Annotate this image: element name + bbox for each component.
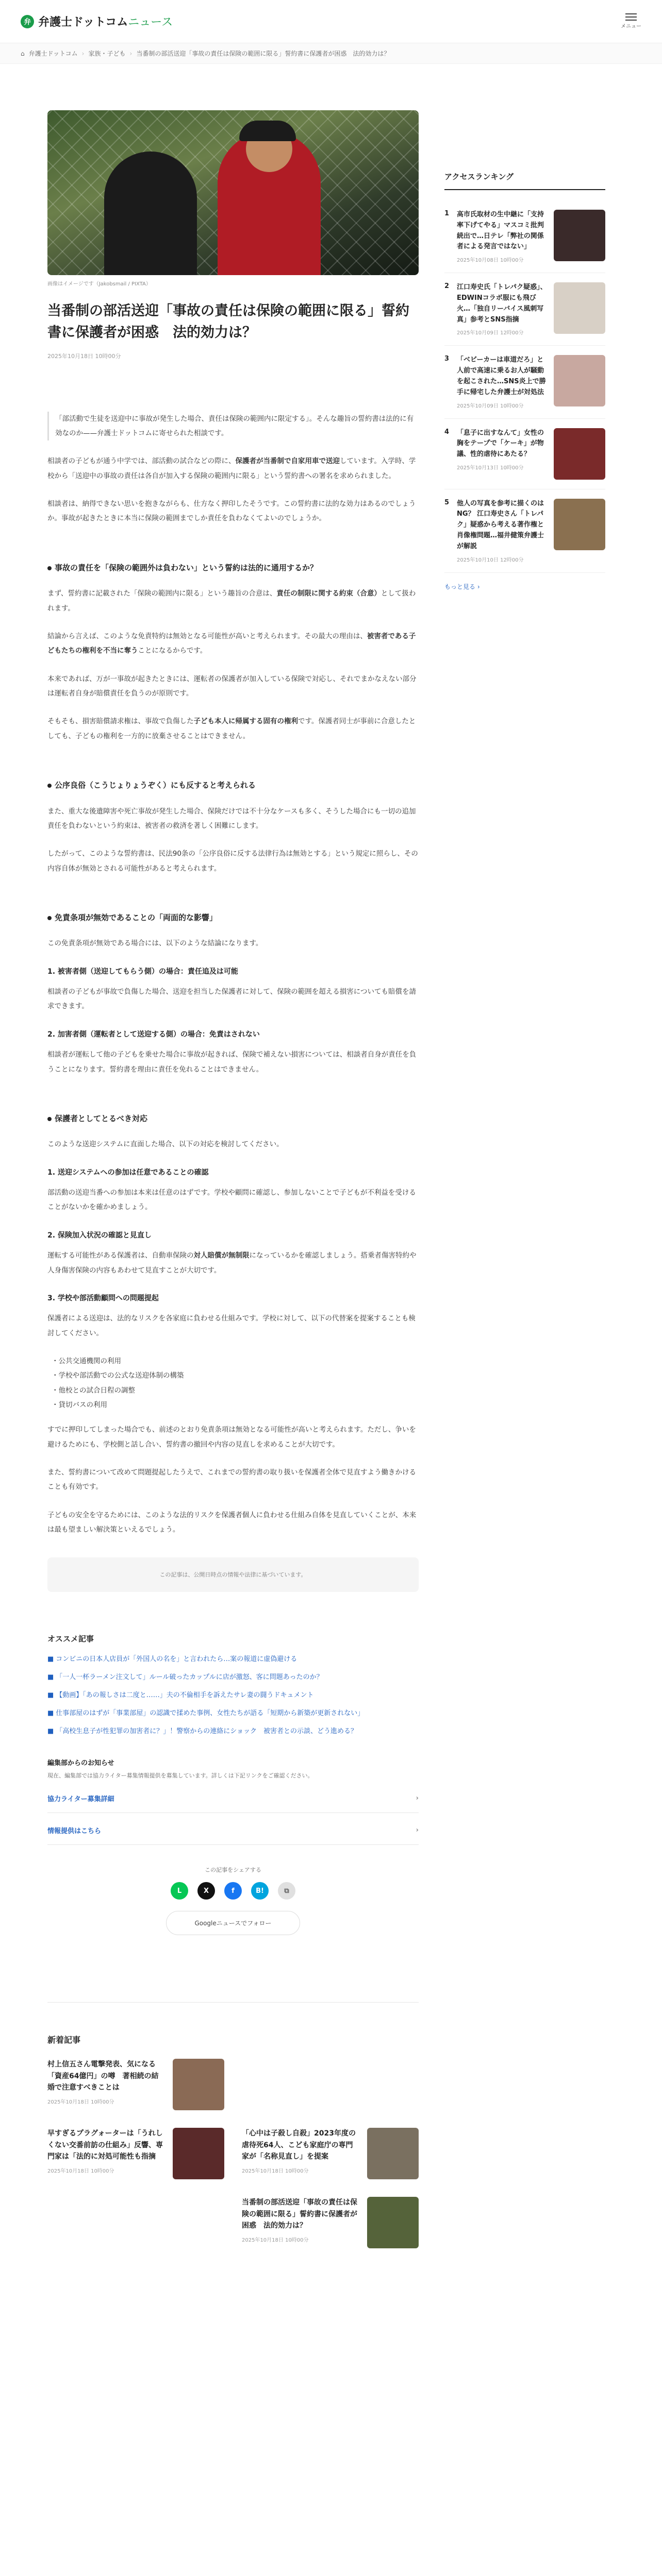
recommended-title: オススメ記事 (47, 1634, 94, 1644)
share-icons (47, 1882, 419, 1900)
paragraph: また、重大な後遺障害や死亡事故が発生した場合、保険だけでは不十分なケースも多く、そうした場合にも一切の追加責任を負わないという約束は、被害者の救済を著しく困難にします。 (47, 807, 416, 830)
article-title: 当番制の部活送迎「事故の責任は保険の範囲に限る」誓約書に保護者が困惑 法的効力は？ (47, 303, 409, 341)
logo-mark: 弁 (21, 15, 34, 28)
news-headline: 村上信五さん電撃発表、気になる「資産64億円」の噂 著相続の結婚で注意すべきことは (47, 2060, 159, 2092)
paragraph: 結論から言えば、このような免責特約は無効となる可能性が高いと考えられます。その最大の理由は、被害者である子どもたちの権利を不当に奪うことになるからです。 (47, 632, 416, 655)
recommended-link[interactable]: ■ 「高校生息子が性犯罪の加害者に？」！警察からの連絡にショック 被害者との示談、どう進める？ (47, 1726, 419, 1737)
news-date: 2025年10月18日 10時00分 (47, 2099, 114, 2106)
rank-headline: 「ベビーカーは車道だろ」と人前で高速に乗るお人が騒動を起こされた…SNS炎上で勝手に帰宅した弁護士が対処法 (457, 356, 546, 396)
recommended-link[interactable]: ■ 【動画】「あの報しさは二度と……」夫の不倫相手を訴えたサレ妻の闘うドキュメント (47, 1690, 419, 1701)
sub-heading: 1. 被害者側（送迎してもらう側）の場合：責任追及は可能 (47, 967, 238, 976)
menu-label: メニュー (621, 24, 641, 29)
hero-image (47, 110, 419, 275)
chevron-right-icon: › (81, 49, 85, 57)
news-headline: 早すぎるプラグォーターは「うれしくない交番前訪の仕組み」反響、専門家は「法的に対処可能性も指摘 (47, 2129, 163, 2161)
ranking-more-link[interactable]: もっと見る › (444, 583, 480, 590)
hamburger-icon (625, 13, 637, 21)
rank-number: 3 (444, 355, 450, 363)
news-thumbnail (367, 2128, 419, 2179)
line-share-icon[interactable]: L (171, 1882, 188, 1900)
promo-text: 現在、編集部では協力ライター募集情報提供を募集しています。詳しくは下記リンクをご確認ください。 (47, 1772, 313, 1780)
ranking-title: アクセスランキング (444, 171, 605, 190)
news-thumbnail (367, 2197, 419, 2248)
news-thumbnail (173, 2059, 224, 2110)
rank-number: 5 (444, 498, 450, 506)
paragraph: 運転する可能性がある保護者は、自動車保険の対人賠償が無制限になっているかを確認しましょう。搭乗者傷害特約や人身傷害保険の内容もあわせて見直すことが大切です。 (47, 1251, 417, 1275)
link-label: 情報提供はこちら (47, 1827, 102, 1836)
section-heading: 免責条項が無効であることの「両面的な影響」 (47, 910, 419, 926)
rank-headline: 他人の写真を参考に描くのはNG？ 江口寿史さん「トレパク」疑惑から考える著作権と肖像権問題…福井健策弁護士が解説 (457, 499, 544, 550)
section-heading: 事故の責任を「保険の範囲外は負わない」という誓約は法的に通用するか？ (47, 560, 419, 577)
rank-date: 2025年10月08日 10時00分 (457, 258, 524, 264)
new-articles-grid (47, 2059, 419, 2248)
paragraph: 部活動の送迎当番への参加は本来は任意のはずです。学校や顧問に確認し、参加しないことで子どもが不利益を受けることがないかを確かめましょう。 (47, 1189, 416, 1212)
news-spacer (242, 2059, 419, 2110)
rank-thumbnail (554, 282, 605, 334)
rank-date: 2025年10月09日 12時00分 (457, 330, 524, 336)
ranking-item[interactable] (444, 200, 605, 273)
news-date: 2025年10月18日 10時00分 (242, 2168, 309, 2175)
tip-link[interactable] (47, 1813, 419, 1845)
rank-headline: 「息子に出すなんて」女性の胸をテープで「ケーキ」が物議、性的虐待にあたる？ (457, 429, 544, 459)
ranking-item[interactable] (444, 489, 605, 573)
sub-heading: 3. 学校や部活動顧問への問題提起 (47, 1294, 159, 1302)
article-main (47, 110, 419, 2248)
news-spacer (47, 2197, 224, 2248)
paragraph: この免責条項が無効である場合には、以下のような結論になります。 (47, 939, 263, 948)
paragraph: まず、誓約書に記載された「保険の範囲内に限る」という趣旨の合意は、責任の制限に関する約束（合意）として扱われます。 (47, 589, 416, 613)
news-item[interactable] (242, 2197, 419, 2248)
ranking-item[interactable] (444, 419, 605, 489)
list-item: ・ 貸切バスの利用 (52, 1398, 419, 1412)
paragraph: したがって、このような誓約書は、民法90条の「公序良俗に反する法律行為は無効とする」という規定に照らし、その内容自体が無効とされる可能性があると考えられます。 (47, 850, 418, 873)
info-notice: この記事は、公開日時点の情報や法律に基づいています。 (47, 1557, 419, 1592)
recommended-link[interactable]: ■ 「一人一杯ラーメン注文して」ルール破ったカップルに店が激怒、客に問題あったのか？ (47, 1672, 419, 1683)
sub-heading: 2. 加害者側（運転者として送迎する側）の場合：免責はされない (47, 1030, 260, 1039)
paragraph: すでに押印してしまった場合でも、前述のとおり免責条項は無効となる可能性が高いと考えられます。ただし、争いを避けるためにも、学校側と話し合い、誓約書の撤回や内容の見直しを求めることが大切です。 (47, 1426, 416, 1449)
bullet-list (52, 1354, 419, 1412)
copy-link-icon[interactable]: ⧉ (278, 1882, 295, 1900)
rank-number: 4 (444, 428, 450, 436)
paragraph: 相談者の子どもが通う中学では、部活動の試合などの際に、保護者が当番制で自家用車で送迎しています。入学時、学校から「送迎中の事故の責任は各自が加入する保険の範囲内に限る」という誓約書への署名を求められました。 (47, 457, 416, 480)
paragraph: そもそも、損害賠償請求権は、事故で負傷した子ども本人に帰属する固有の権利です。保護者同士が事前に合意したとしても、子どもの権利を一方的に放棄させることはできません。 (47, 717, 416, 740)
rank-thumbnail (554, 499, 605, 550)
sub-heading: 1. 送迎システムへの参加は任意であることの確認 (47, 1168, 209, 1177)
breadcrumb-section[interactable]: 家族・子ども (88, 50, 126, 57)
menu-button[interactable] (621, 13, 641, 29)
rank-thumbnail (554, 428, 605, 480)
new-articles-title: 新着記事 (47, 2002, 419, 2045)
promo-title: 編集部からのお知らせ (47, 1759, 114, 1768)
list-item: ・ 他校との試合日程の調整 (52, 1383, 419, 1398)
chevron-right-icon: › (477, 583, 480, 590)
article-body (47, 412, 419, 1592)
list-item: ・ 学校や部活動での公式な送迎体制の構築 (52, 1368, 419, 1383)
news-headline: 当番制の部活送迎「事故の責任は保険の範囲に限る」誓約書に保護者が困惑 法的効力は？ (242, 2198, 357, 2230)
paragraph: 相談者は、納得できない思いを抱きながらも、仕方なく押印したそうです。この誓約書に法的な効力はあるのでしょうか。事故が起きたときに本当に保険の範囲までしか責任を負わなくてよいのでしょうか。 (47, 500, 416, 523)
rank-date: 2025年10月13日 10時00分 (457, 465, 524, 471)
section-heading: 保護者としてとるべき対応 (47, 1111, 419, 1127)
logo-text: 弁護士ドットコムニュース (38, 16, 173, 29)
x-share-icon[interactable]: X (197, 1882, 215, 1900)
site-logo[interactable] (21, 13, 173, 29)
paragraph: このような送迎システムに直面した場合、以下の対応を検討してください。 (47, 1140, 284, 1149)
article-lead: 「部活動で生徒を送迎中に事故が発生した場合、責任は保険の範囲内に限定する」。そんな趣旨の誓約書は法的に有効なのか——弁護士ドットコムに寄せられた相談です。 (47, 412, 419, 441)
ranking-item[interactable] (444, 273, 605, 346)
home-icon: ⌂ (21, 49, 25, 57)
recommended-list (47, 1654, 419, 1737)
rank-thumbnail (554, 355, 605, 406)
paragraph: 本来であれば、万が一事故が起きたときには、運転者の保護者が加入している保険で対応し、それでまかなえない部分は運転者自身が賠償責任を負うのが原則です。 (47, 674, 417, 698)
paragraph: 保護者による送迎は、法的なリスクを各家庭に負わせる仕組みです。学校に対して、以下の代替案を提案することも検討してください。 (47, 1314, 416, 1337)
writer-recruit-link[interactable] (47, 1781, 419, 1813)
paragraph: 相談者の子どもが事故で負傷した場合、送迎を担当した保護者に対して、保険の範囲を超える損害についても賠償を請求できます。 (47, 988, 416, 1011)
rank-headline: 江口寿史氏「トレパク疑惑」、EDWINコラボ服にも飛び火…「独自リーバイス風刺写真」参考とSNS指摘 (457, 283, 547, 324)
paragraph: 子どもの安全を守るためには、このような法的リスクを保護者個人に負わせる仕組み自体を見直していくことが、本来は最も望ましい解決策といえるでしょう。 (47, 1511, 417, 1534)
breadcrumb-home[interactable]: 弁護士ドットコム (28, 50, 78, 57)
ranking-item[interactable] (444, 346, 605, 418)
news-thumbnail (173, 2128, 224, 2179)
share-section (47, 1866, 419, 1935)
breadcrumb-current: 当番制の部活送迎「事故の責任は保険の範囲に限る」誓約書に保護者が困惑 法的効力は？ (136, 50, 390, 57)
list-item: ・ 公共交通機関の利用 (52, 1354, 419, 1368)
breadcrumb (0, 43, 662, 64)
facebook-share-icon[interactable]: f (224, 1882, 242, 1900)
rank-headline: 高市氏取材の生中継に「支持率下げてやる」マスコミ批判続出で…日テレ「弊社の関係者による発言ではない」 (457, 211, 544, 251)
news-date: 2025年10月18日 10時00分 (242, 2238, 309, 2244)
news-item[interactable] (47, 2059, 224, 2110)
news-headline: 「心中は子殺し自殺」2023年度の虐待死64人、こども家庭庁の専門家が「名称見直し」を提案 (242, 2129, 356, 2161)
chevron-right-icon: › (416, 1794, 419, 1803)
google-news-follow-button[interactable]: Googleニュースでフォロー (166, 1911, 300, 1935)
image-caption: 画像はイメージです（Jakobsmail / PIXTA） (47, 281, 151, 287)
recommended-link[interactable]: ■ 仕事部屋のはずが「事業部屋」の認識で揉めた事例、女性たちが語る「短期から新築が更新されない」 (47, 1708, 419, 1719)
hatena-share-icon[interactable]: B! (251, 1882, 269, 1900)
section-heading: 公序良俗（こうじょりょうぞく）にも反すると考えられる (47, 777, 419, 794)
rank-date: 2025年10月10日 12時00分 (457, 557, 524, 563)
link-label: 協力ライター募集詳細 (47, 1795, 114, 1804)
site-header (0, 0, 662, 43)
paragraph: 相談者が運転して他の子どもを乗せた場合に事故が起きれば、保険で補えない損害については、相談者自身が責任を負うことになります。誓約書を理由に責任を免れることはできません。 (47, 1050, 417, 1074)
chevron-right-icon: › (416, 1826, 419, 1835)
news-date: 2025年10月18日 10時00分 (47, 2168, 114, 2175)
recommended-link[interactable]: ■ コンビニの日本人店員が「外国人の名を」と言われたら…案の報道に虚偽避ける (47, 1654, 419, 1665)
news-item[interactable] (242, 2128, 419, 2179)
sidebar (444, 110, 605, 2248)
rank-number: 2 (444, 282, 450, 291)
rank-number: 1 (444, 210, 450, 217)
sub-heading: 2. 保険加入状況の確認と見直し (47, 1231, 152, 1240)
article-date: 2025年10月18日 10時00分 (47, 352, 121, 360)
share-title: この記事をシェアする (205, 1867, 261, 1874)
paragraph: また、誓約書について改めて問題提起したうえで、これまでの誓約書の取り扱いを保護者全体で見直すよう働きかけることも有効です。 (47, 1468, 416, 1492)
rank-date: 2025年10月09日 10時00分 (457, 403, 524, 409)
news-item[interactable] (47, 2128, 224, 2179)
rank-thumbnail (554, 210, 605, 261)
chevron-right-icon: › (129, 49, 133, 57)
